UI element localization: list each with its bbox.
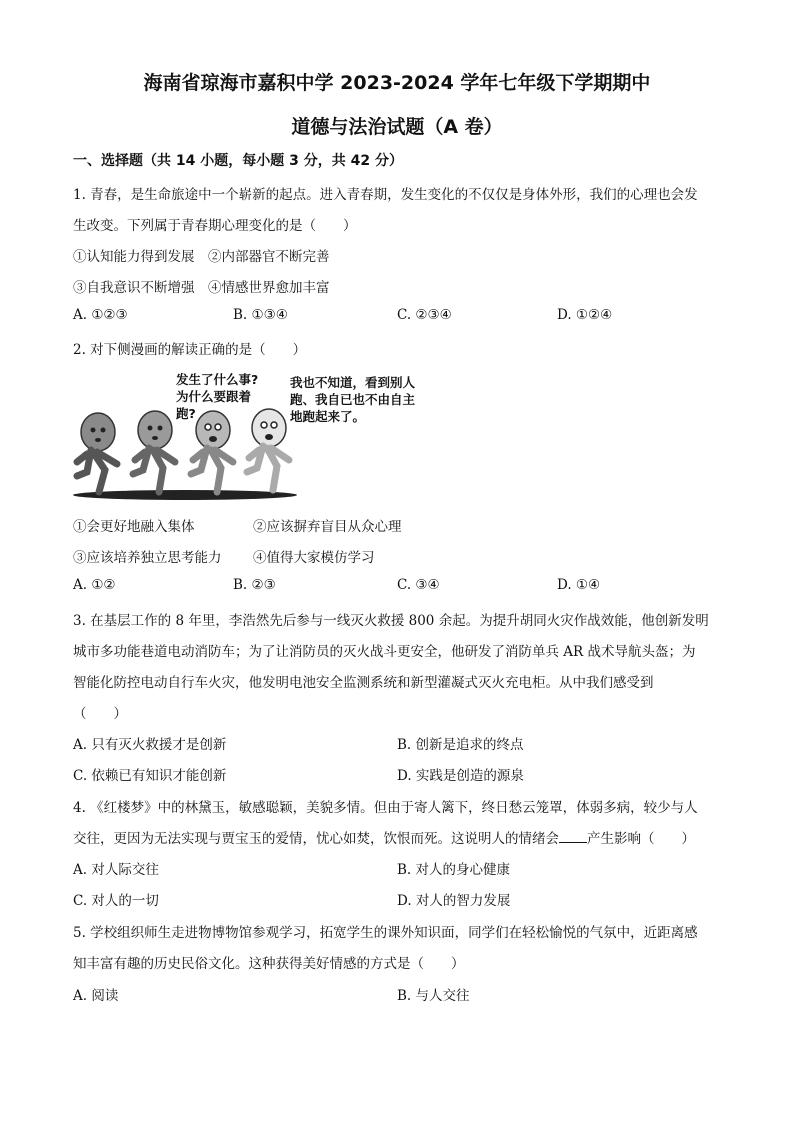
comic-bubble-right-line3: 地跑起来了。	[290, 409, 366, 424]
comic-runner-3	[191, 411, 233, 492]
comic-bubble-left-line2: 为什么要跟着	[176, 389, 252, 404]
q3-option-d: D. 实践是创造的源泉	[397, 768, 524, 784]
exam-title-line1: 海南省琼海市嘉积中学 2023-2024 学年七年级下学期期中	[143, 72, 651, 94]
q1-option-d: D. ①②④	[557, 307, 613, 323]
comic-bubble-right-line1: 我也不知道，看到别人	[290, 375, 416, 390]
section-heading: 一、选择题（共 14 小题，每小题 3 分，共 42 分）	[73, 153, 403, 169]
q5-option-b: B. 与人交往	[397, 988, 470, 1004]
q2-item4: ④值得大家模仿学习	[253, 550, 375, 566]
q4-option-c: C. 对人的一切	[73, 893, 159, 909]
q4-option-a: A. 对人际交往	[73, 862, 159, 878]
comic-runner-1	[77, 413, 117, 492]
exam-title-line2: 道德与法治试题（A 卷）	[291, 116, 503, 138]
q1-stem-line1: 1. 青春，是生命旅途中一个崭新的起点。进入青春期，发生变化的不仅仅是身体外形，我们的心理也会发	[73, 187, 698, 203]
q2-option-a: A. ①②	[73, 577, 116, 593]
comic-runner-4	[247, 409, 289, 490]
q3-stem-line4: （ ）	[73, 706, 127, 722]
q3-option-b: B. 创新是追求的终点	[397, 737, 524, 753]
q2-option-c: C. ③④	[397, 577, 440, 593]
q1-stem-line2: 生改变。下列属于青春期心理变化的是（ ）	[73, 218, 357, 234]
q2-option-d: D. ①④	[557, 577, 601, 593]
q1-option-a: A. ①②③	[73, 307, 128, 323]
q4-option-d: D. 对人的智力发展	[397, 893, 511, 909]
comic-bubble-left-line1: 发生了什么事?	[176, 372, 259, 387]
q2-item2: ②应该摒弃盲目从众心理	[253, 519, 402, 535]
q1-option-b: B. ①③④	[233, 307, 288, 323]
q4-answer-blank	[559, 830, 587, 843]
q2-item1: ①会更好地融入集体	[73, 519, 195, 535]
q3-option-a: A. 只有灭火救援才是创新	[73, 737, 227, 753]
comic-ground-shadow	[73, 490, 297, 500]
q3-stem-line1: 3. 在基层工作的 8 年里，李浩然先后参与一线灭火救援 800 余起。为提升胡同火灾作战效能，他创新发明	[73, 613, 709, 629]
q4-stem-line2-part1: 交往，更因为无法实现与贾宝玉的爱情，忧心如焚，饮恨而死。这说明人的情绪会	[73, 831, 559, 847]
comic-runner-2	[133, 411, 175, 492]
q5-stem-line2: 知丰富有趣的历史民俗文化。这种获得美好情感的方式是（ ）	[73, 956, 465, 972]
q4-stem-line1: 4. 《红楼梦》中的林黛玉，敏感聪颖，美貌多情。但由于寄人篱下，终日愁云笼罩，体弱多病，较少与人	[73, 800, 698, 816]
q3-option-c: C. 依赖已有知识才能创新	[73, 768, 227, 784]
q4-stem-line2-part2: 产生影响（ ）	[587, 831, 695, 847]
comic-bubble-right-line2: 跑、我自已也不由自主	[290, 392, 416, 407]
q5-stem-line1: 5. 学校组织师生走进物博物馆参观学习，拓宽学生的课外知识面，同学们在轻松愉悦的气氛中，近距离感	[73, 925, 698, 941]
q3-stem-line2: 城市多功能巷道电动消防车；为了让消防员的灭火战斗更安全，他研发了消防单兵 AR 战术导航头盔；为	[73, 644, 696, 660]
q5-option-a: A. 阅读	[73, 988, 119, 1004]
comic-illustration	[73, 364, 323, 504]
q2-item3: ③应该培养独立思考能力	[73, 550, 222, 566]
q2-option-b: B. ②③	[233, 577, 276, 593]
q2-stem-line1: 2. 对下侧漫画的解读正确的是（ ）	[73, 342, 307, 358]
q3-stem-line3: 智能化防控电动自行车火灾，他发明电池安全监测系统和新型灌凝式灭火充电柜。从中我们感受到	[73, 675, 654, 691]
q4-option-b: B. 对人的身心健康	[397, 862, 511, 878]
q1-item-line2: ③自我意识不断增强 ④情感世界愈加丰富	[73, 280, 330, 296]
comic-bubble-left-line3: 跑?	[176, 406, 196, 421]
q1-option-c: C. ②③④	[397, 307, 452, 323]
q1-item-line1: ①认知能力得到发展 ②内部器官不断完善	[73, 249, 330, 265]
q4-stem-line2	[73, 827, 695, 847]
